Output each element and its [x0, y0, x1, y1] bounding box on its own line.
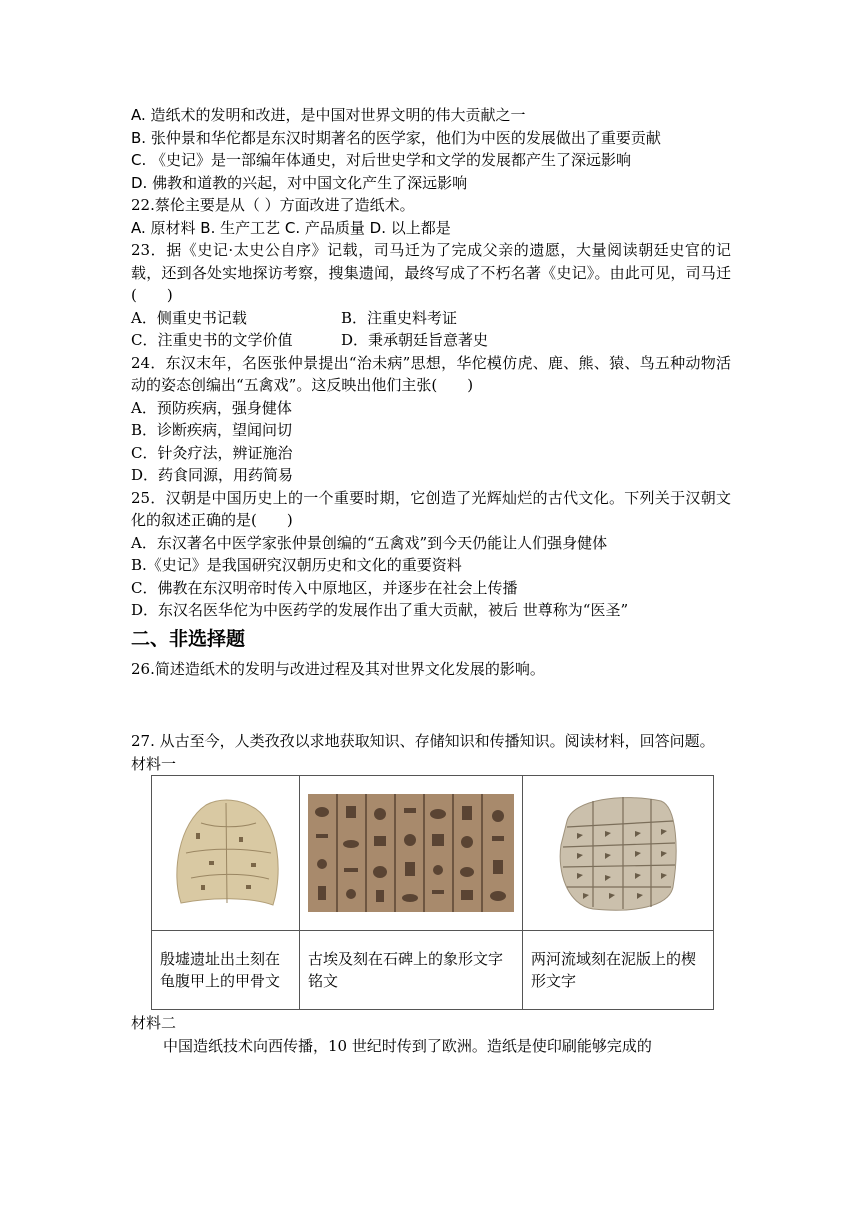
hieroglyph-stone-image [300, 776, 523, 931]
q23-option-a: A．侧重史书记载 [131, 308, 247, 327]
q25-option-c: C．佛教在东汉明帝时传入中原地区，并逐步在社会上传播 [131, 578, 518, 597]
q22-stem: 22.蔡伦主要是从（ ）方面改进了造纸术。 [131, 196, 415, 214]
q24-option-d: D．药食同源，用药简易 [131, 466, 294, 484]
q27-stem: 27. 从古至今，人类孜孜以求地获取知识、存储知识和传播知识。阅读材料，回答问题。 [131, 732, 715, 750]
q24-option-a: A．预防疾病，强身健体 [131, 398, 292, 417]
document-page [131, 104, 731, 1057]
caption-hieroglyph: 古埃及刻在石碑上的象形文字铭文 [300, 931, 523, 1010]
q23-options-row1 [131, 307, 731, 330]
material1-label: 材料一 [131, 754, 177, 773]
q23-option-c: C．注重史书的文学价值 [131, 331, 293, 349]
cuneiform-tablet-image [523, 776, 714, 931]
q23-stem: 23．据《史记·太史公自序》记载，司马迁为了完成父亲的遗愿，大量阅读朝廷史官的记载，还到各处实地探访考察，搜集遗闻，最终写成了不朽名著《史记》。由此可见，司马迁( ) [131, 241, 731, 304]
q21-option-d: D. 佛教和道教的兴起，对中国文化产生了深远影响 [131, 173, 468, 192]
q21-option-b: B. 张仲景和华佗都是东汉时期著名的医学家，他们为中医的发展做出了重要贡献 [131, 128, 661, 147]
q23-options-row2 [131, 329, 731, 352]
oracle-bone-image [152, 776, 300, 931]
q25-option-b: B.《史记》是我国研究汉朝历史和文化的重要资料 [131, 556, 462, 574]
q25-stem: 25．汉朝是中国历史上的一个重要时期，它创造了光辉灿烂的古代文化。下列关于汉朝文化的叙述正确的是( ) [131, 488, 731, 529]
q23-option-b: B．注重史料考证 [341, 308, 458, 327]
q24-option-c: C．针灸疗法，辨证施治 [131, 443, 293, 462]
material2-text: 中国造纸技术向西传播，10 世纪时传到了欧洲。造纸是使印刷能够完成的 [163, 1036, 652, 1055]
q22-options: A. 原材料 B. 生产工艺 C. 产品质量 D. 以上都是 [131, 218, 451, 237]
q23-option-d: D．秉承朝廷旨意著史 [341, 331, 489, 349]
caption-cuneiform: 两河流域刻在泥版上的楔形文字 [523, 931, 714, 1010]
q24-option-b: B．诊断疾病，望闻问切 [131, 421, 293, 439]
material2-label: 材料二 [131, 1014, 177, 1032]
section-heading: 二、非选择题 [131, 627, 246, 650]
q26-stem: 26.简述造纸术的发明与改进过程及其对世界文化发展的影响。 [131, 659, 545, 678]
material1-table [151, 775, 714, 1010]
q24-stem: 24．东汉末年，名医张仲景提出“治未病”思想，华佗模仿虎、鹿、熊、猿、鸟五种动物活动的姿态创编出“五禽戏”。这反映出他们主张( ) [131, 353, 731, 394]
q21-option-c: C. 《史记》是一部编年体通史，对后世史学和文学的发展都产生了深远影响 [131, 151, 632, 169]
q21-option-a: A. 造纸术的发明和改进，是中国对世界文明的伟大贡献之一 [131, 106, 526, 124]
caption-oracle-bone: 殷墟遗址出土刻在龟腹甲上的甲骨文 [152, 931, 300, 1010]
q25-option-a: A．东汉著名中医学家张仲景创编的“五禽戏”到今天仍能让人们强身健体 [131, 533, 608, 552]
q25-option-d: D．东汉名医华佗为中医药学的发展作出了重大贡献，被后 世尊称为“医圣” [131, 601, 629, 619]
